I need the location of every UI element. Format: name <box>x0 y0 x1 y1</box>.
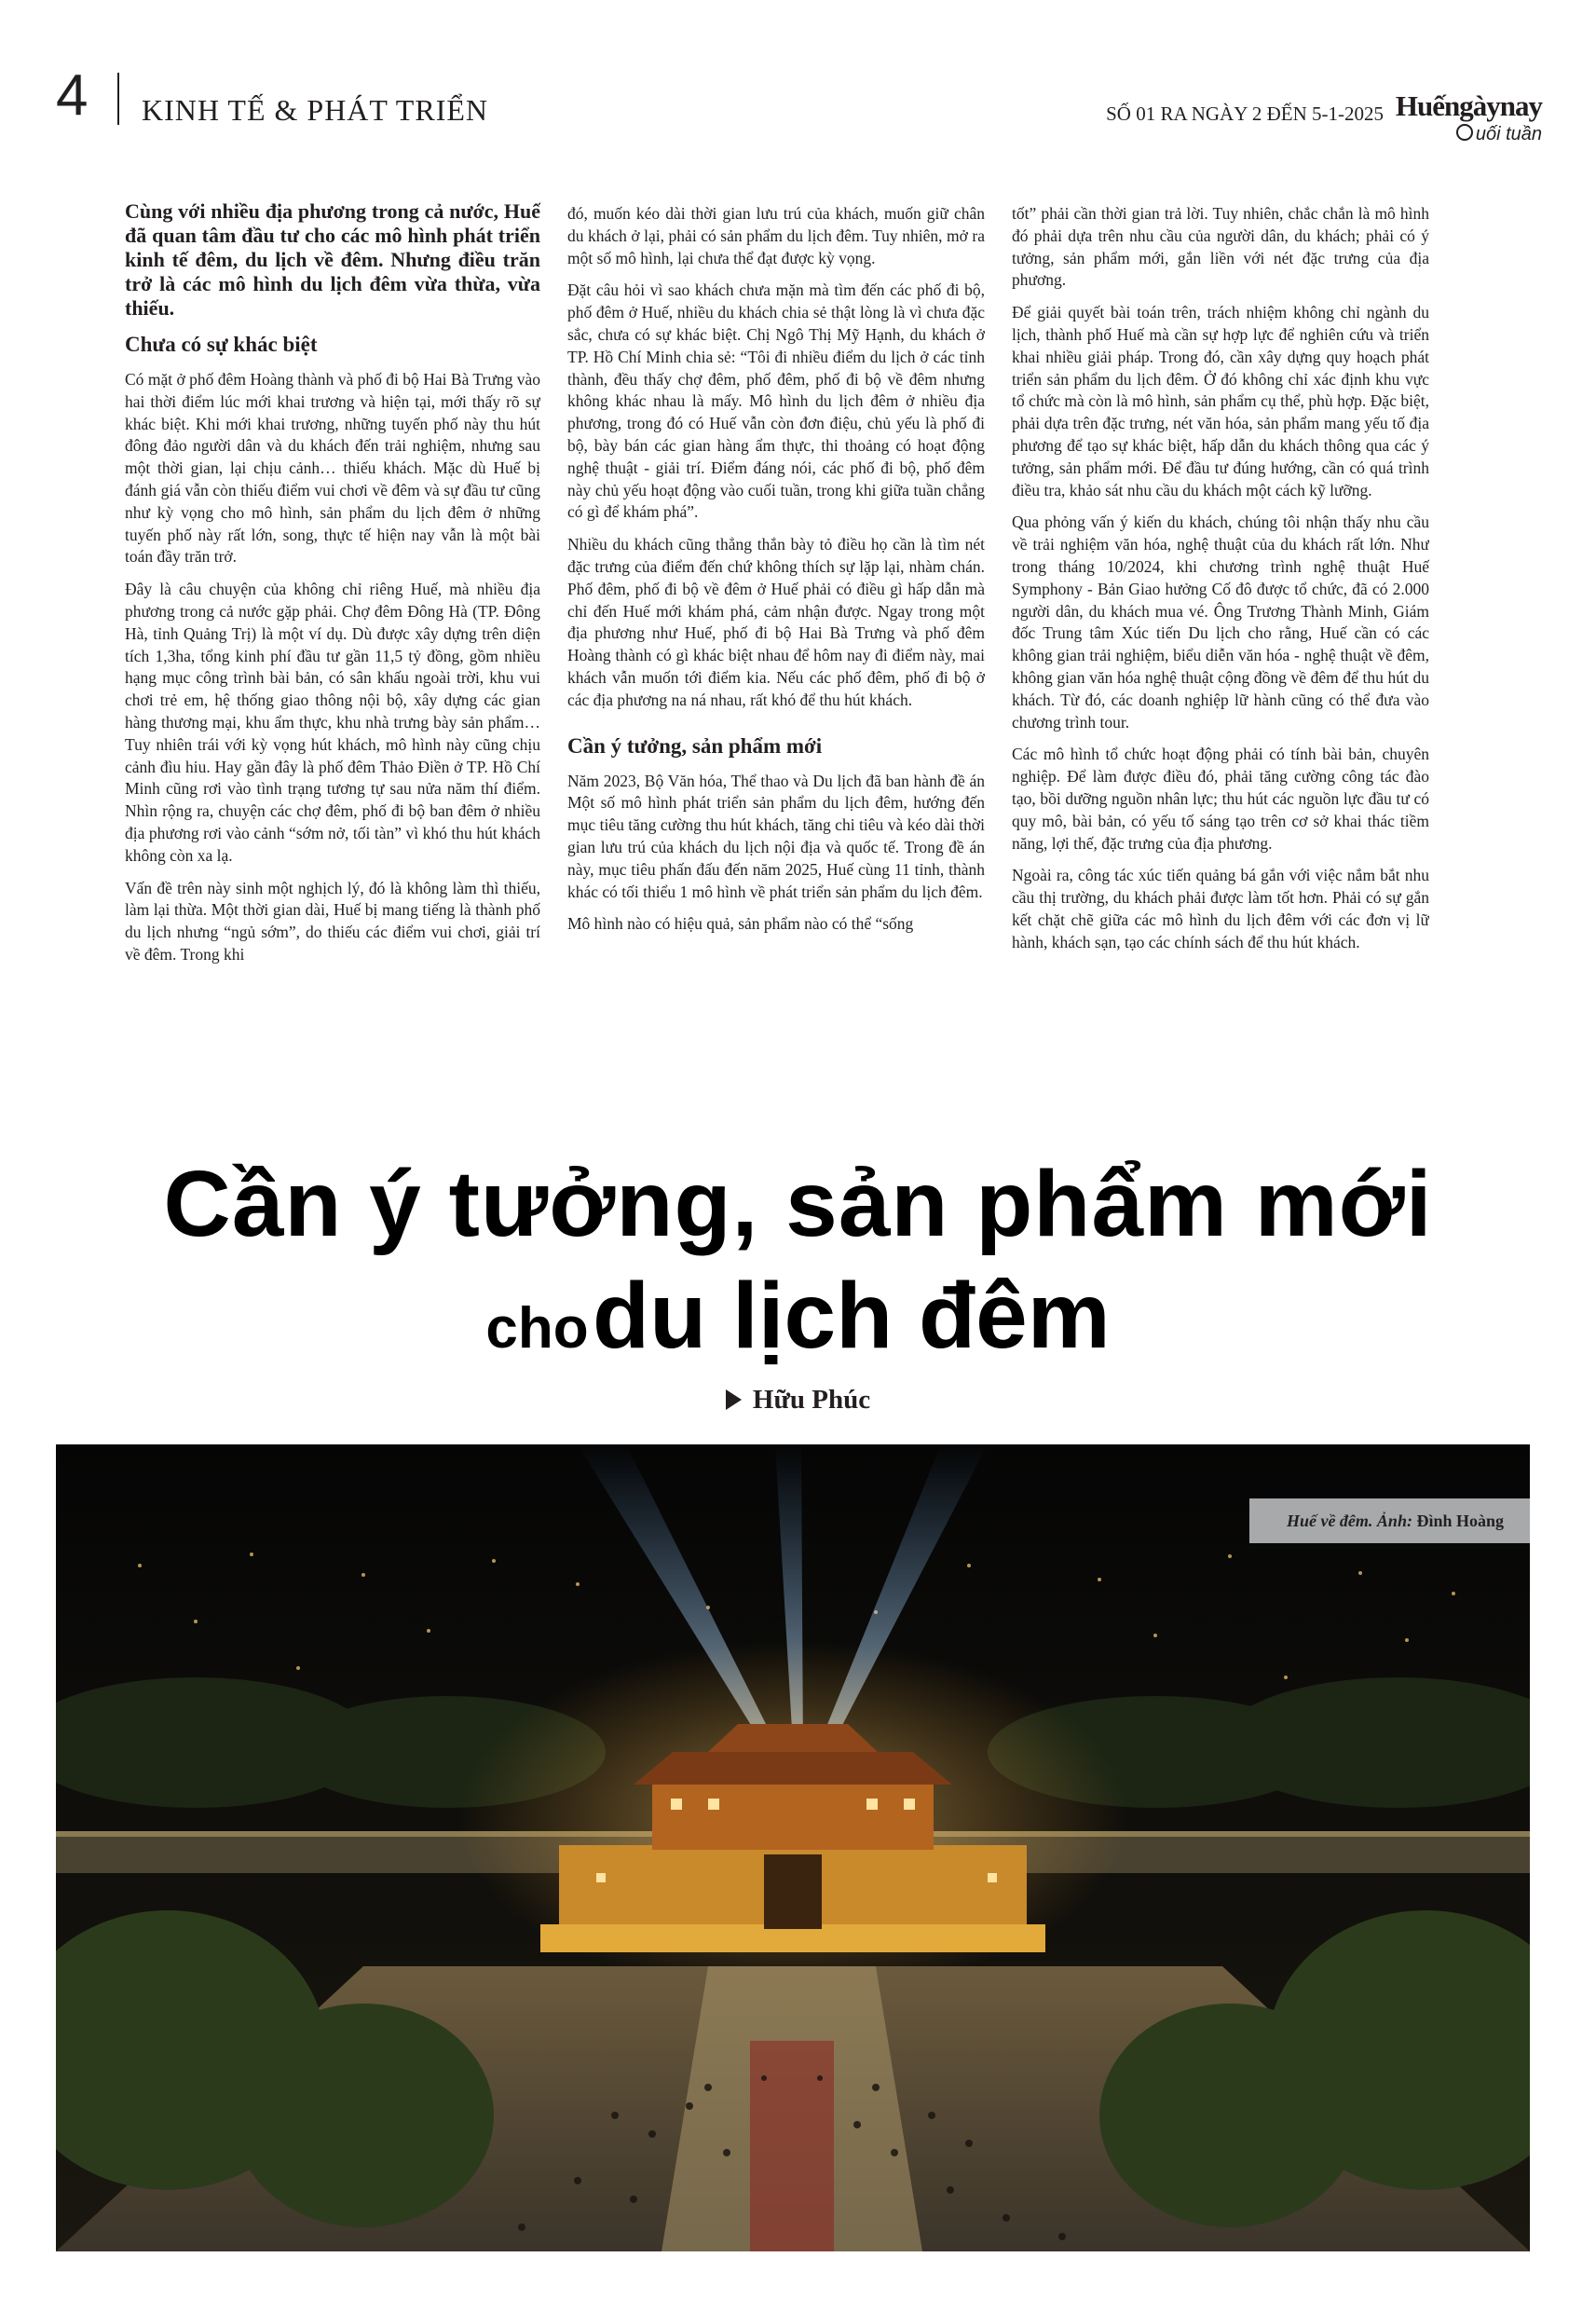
paragraph: Nhiều du khách cũng thẳng thắn bày tỏ điều họ cần là tìm nét đặc trưng của điểm đến chứ không thích sự lặp lại, nhàm chán. Phố đêm, phố đi bộ về đêm ở Huế phải có điều gì hấp dẫn mà chỉ đến Huế mới khám phá, cảm nhận được. Ngay trong một địa phương như Huế, phố đi bộ Hai Bà Trưng và phố đêm Hoàng thành có gì khác biệt nhau để hôm nay đi điểm này, mai khách vẫn muốn tới điểm kia. Nếu các phố đêm, phố đi bộ ở các địa phương na ná nhau, rất khó để thu hút khách. <box>567 535 985 709</box>
photo-caption <box>1249 1498 1530 1543</box>
caption-author: Đình Hoàng <box>1416 1512 1504 1530</box>
logo-subtitle: uối tuần <box>1456 123 1542 145</box>
author-name: Hữu Phúc <box>752 1385 871 1415</box>
headline-line-2 <box>0 1260 1596 1400</box>
paragraph: tốt” phải cần thời gian trả lời. Tuy nhiên, chắc chắn là mô hình đó phải dựa trên nhu cầu của người dân, du khách; phải có ý tưởng, sản phẩm mới, gắn liền với nét đặc trưng của địa phương. <box>1012 204 1429 290</box>
article-lead: Cùng với nhiều địa phương trong cả nước, Huế đã quan tâm đầu tư cho các mô hình phát triển kinh tế đêm, du lịch về đêm. Nhưng điều trăn trở là các mô hình du lịch đêm vừa thừa, vừa thiếu. <box>125 199 540 320</box>
paragraph: Ngoài ra, công tác xúc tiến quảng bá gắn với việc nắm bắt nhu cầu thị trường, du khách phải được làm tốt hơn. Phải có sự gắn kết chặt chẽ giữa các mô hình du lịch đêm với các đơn vị lữ hành, khách sạn, tạo các chính sách để thu hút khách. <box>1012 866 1429 951</box>
section-title: KINH TẾ & PHÁT TRIỂN <box>142 93 488 127</box>
paragraph: Mô hình nào có hiệu quả, sản phẩm nào có thể “sống <box>567 914 914 934</box>
paragraph: Có mặt ở phố đêm Hoàng thành và phố đi bộ Hai Bà Trưng vào hai thời điểm lúc mới khai trương và hiện tại, mới thấy rõ sự khác biệt. Khi mới khai trương, những tuyến phố này thu hút đông đảo người dân và du khách đến trải nghiệm, nhưng sau một thời gian, lại chịu cảnh… thiếu khách. Mặc dù Huế bị đánh giá vẫn còn thiếu điểm vui chơi về đêm và sự đầu tư cũng như kỳ vọng cho mô hình, sản phẩm du lịch đêm ở những tuyến phố này rất lớn, song, thực tế hiện nay vẫn là một bài toán đầy trăn trở. <box>125 370 540 567</box>
paragraph: đó, muốn kéo dài thời gian lưu trú của khách, muốn giữ chân du khách ở lại, phải có sản phẩm du lịch đêm. Tuy nhiên, mở ra một số mô hình, lại chưa thể đạt được kỳ vọng. <box>567 204 985 267</box>
page-number: 4 <box>56 63 89 128</box>
play-triangle-icon <box>726 1389 742 1410</box>
byline <box>0 1383 1596 1416</box>
headline-line-1: Cần ý tưởng, sản phẩm mới <box>163 1152 1433 1256</box>
paragraph: Đây là câu chuyện của không chỉ riêng Huế, mà nhiều địa phương trong cả nước gặp phải. Chợ đêm Đông Hà (TP. Đông Hà, tỉnh Quảng Trị) là một ví dụ. Dù được xây dựng trên diện tích 1,3ha, tổng kinh phí đầu tư gần 11,5 tỷ đồng, gồm nhiều hạng mục công trình bài bản, có sân khấu ngoài trời, khu vui chơi trẻ em, hệ thống giao thông nội bộ, xây dựng các gian hàng thương mại, khu ẩm thực, khu nhà trưng bày sản phẩm… Tuy nhiên trái với kỳ vọng hút khách, mô hình này cũng chịu cảnh đìu hiu. Hay gần đây là phố đêm Thảo Điền ở TP. Hồ Chí Minh cũng rơi vào tình trạng tương tự sau nửa năm thí điểm. Nhìn rộng ra, chuyện các chợ đêm, phố đi bộ ban đêm ở nhiều địa phương rơi vào cảnh “sớm nở, tối tàn” vì khó thu hút khách không còn xa lạ. <box>125 580 540 865</box>
subheading-1: Chưa có sự khác biệt <box>125 333 318 356</box>
caption-label: Huế về đêm. Ảnh: <box>1286 1512 1412 1530</box>
paragraph: Để giải quyết bài toán trên, trách nhiệm không chỉ ngành du lịch, thành phố Huế mà cần sự hợp lực để nghiên cứu và triển khai nhiều giải pháp. Trong đó, cần xây dựng quy hoạch phát triển sản phẩm du lịch đêm. Ở đó không chỉ xác định khu vực tổ chức mà còn là mô hình, sản phẩm cụ thể, phù hợp. Đặc biệt, phải dựa trên đặc trưng, nét văn hóa, sản phẩm mang yếu tố địa phương để tạo sự khác biệt, hấp dẫn du khách thông qua các ý tưởng, sản phẩm mới. Để đầu tư đúng hướng, cần có quá trình điều tra, khảo sát nhu cầu du khách một cách kỹ lưỡng. <box>1012 303 1429 499</box>
paragraph: Năm 2023, Bộ Văn hóa, Thể thao và Du lịch đã ban hành đề án Một số mô hình phát triển sản phẩm du lịch đêm, hướng đến mục tiêu tăng cường thu hút khách, tăng chi tiêu và kéo dài thời gian lưu trú của khách du lịch nội địa và quốc tế. Trong đề án này, mục tiêu phấn đấu đến năm 2025, Huế cùng 11 tỉnh, thành khác có tối thiểu 1 mô hình về phát triển sản phẩm du lịch đêm. <box>567 771 985 901</box>
article-column-1 <box>125 199 540 1122</box>
page-header <box>56 63 1542 144</box>
paragraph: Qua phỏng vấn ý kiến du khách, chúng tôi nhận thấy nhu cầu về trải nghiệm văn hóa, nghệ thuật của du khách rất lớn. Như trong tháng 10/2024, khi chương trình nghệ thuật Huế Symphony - Bản Giao hưởng Cố đô được tổ chức, đã có 2.000 người dân, du khách mua vé. Ông Trương Thành Minh, Giám đốc Trung tâm Xúc tiến Du lịch cho rằng, Huế cần có các không gian trải nghiệm, biểu diễn văn hóa - nghệ thuật về đêm, không gian văn hóa nghệ thuật cộng đồng về đêm để thu hút du khách. Từ đó, các doanh nghiệp lữ hành cũng có thể đưa vào chương trình tour. <box>1012 513 1429 732</box>
feature-photo <box>56 1444 1530 2251</box>
headline-emphasis: du lịch đêm <box>593 1264 1111 1368</box>
logo-wordmark: Huếngàynay <box>1395 89 1542 122</box>
paragraph: Đặt câu hỏi vì sao khách chưa mặn mà tìm đến các phố đi bộ, phố đêm ở Huế, nhiều du khách chia sẻ thật lòng là vì chưa đặc sắc, chưa có sự khác biệt. Chị Ngô Thị Mỹ Hạnh, du khách ở TP. Hồ Chí Minh chia sẻ: “Tôi đi nhiều điểm du lịch ở các tỉnh thành, đều thấy chợ đêm, phố đêm, phố đi bộ về đêm nhưng không khác nhau là mấy. Mô hình du lịch đêm ở nhiều địa phương, trong đó có Huế vẫn còn đơn điệu, chủ yếu là phố đi bộ, bày bán các gian hàng ẩm thực, thi thoảng có hoạt động nghệ thuật - giải trí. Điểm đáng nói, các phố đi bộ, phố đêm này chủ yếu hoạt động vào cuối tuần, trong khi giữa tuần chẳng có gì để khám phá”. <box>567 280 985 522</box>
article-column-3 <box>1012 203 1429 1126</box>
paragraph: Các mô hình tổ chức hoạt động phải có tính bài bản, chuyên nghiệp. Để làm được điều đó, phải tăng cường công tác đào tạo, bồi dưỡng nguồn nhân lực; thu hút các nguồn lực đầu tư có quy mô, bài bản, có yếu tố sáng tạo trên cơ sở khai thác tiềm năng, lợi thế, đặc trưng của địa phương. <box>1012 745 1429 853</box>
subheading-2: Cần ý tưởng, sản phẩm mới <box>567 733 823 758</box>
paragraph: Vấn đề trên này sinh một nghịch lý, đó là không làm thì thiếu, làm lại thừa. Một thời gian dài, Huế bị mang tiếng là thành phố du lịch nhưng “ngủ sớm”, do thiếu các điểm vui chơi, giải trí về đêm. Trong khi <box>125 878 540 964</box>
publication-logo <box>1391 89 1542 155</box>
article-column-2 <box>567 203 985 1126</box>
night-citadel-gate-icon <box>56 1444 1530 2251</box>
issue-date: SỐ 01 RA NGÀY 2 ĐẾN 5-1-2025 <box>1106 103 1384 125</box>
header-divider <box>117 73 119 125</box>
article-headline <box>0 1148 1596 1400</box>
headline-connector: cho <box>485 1296 589 1361</box>
